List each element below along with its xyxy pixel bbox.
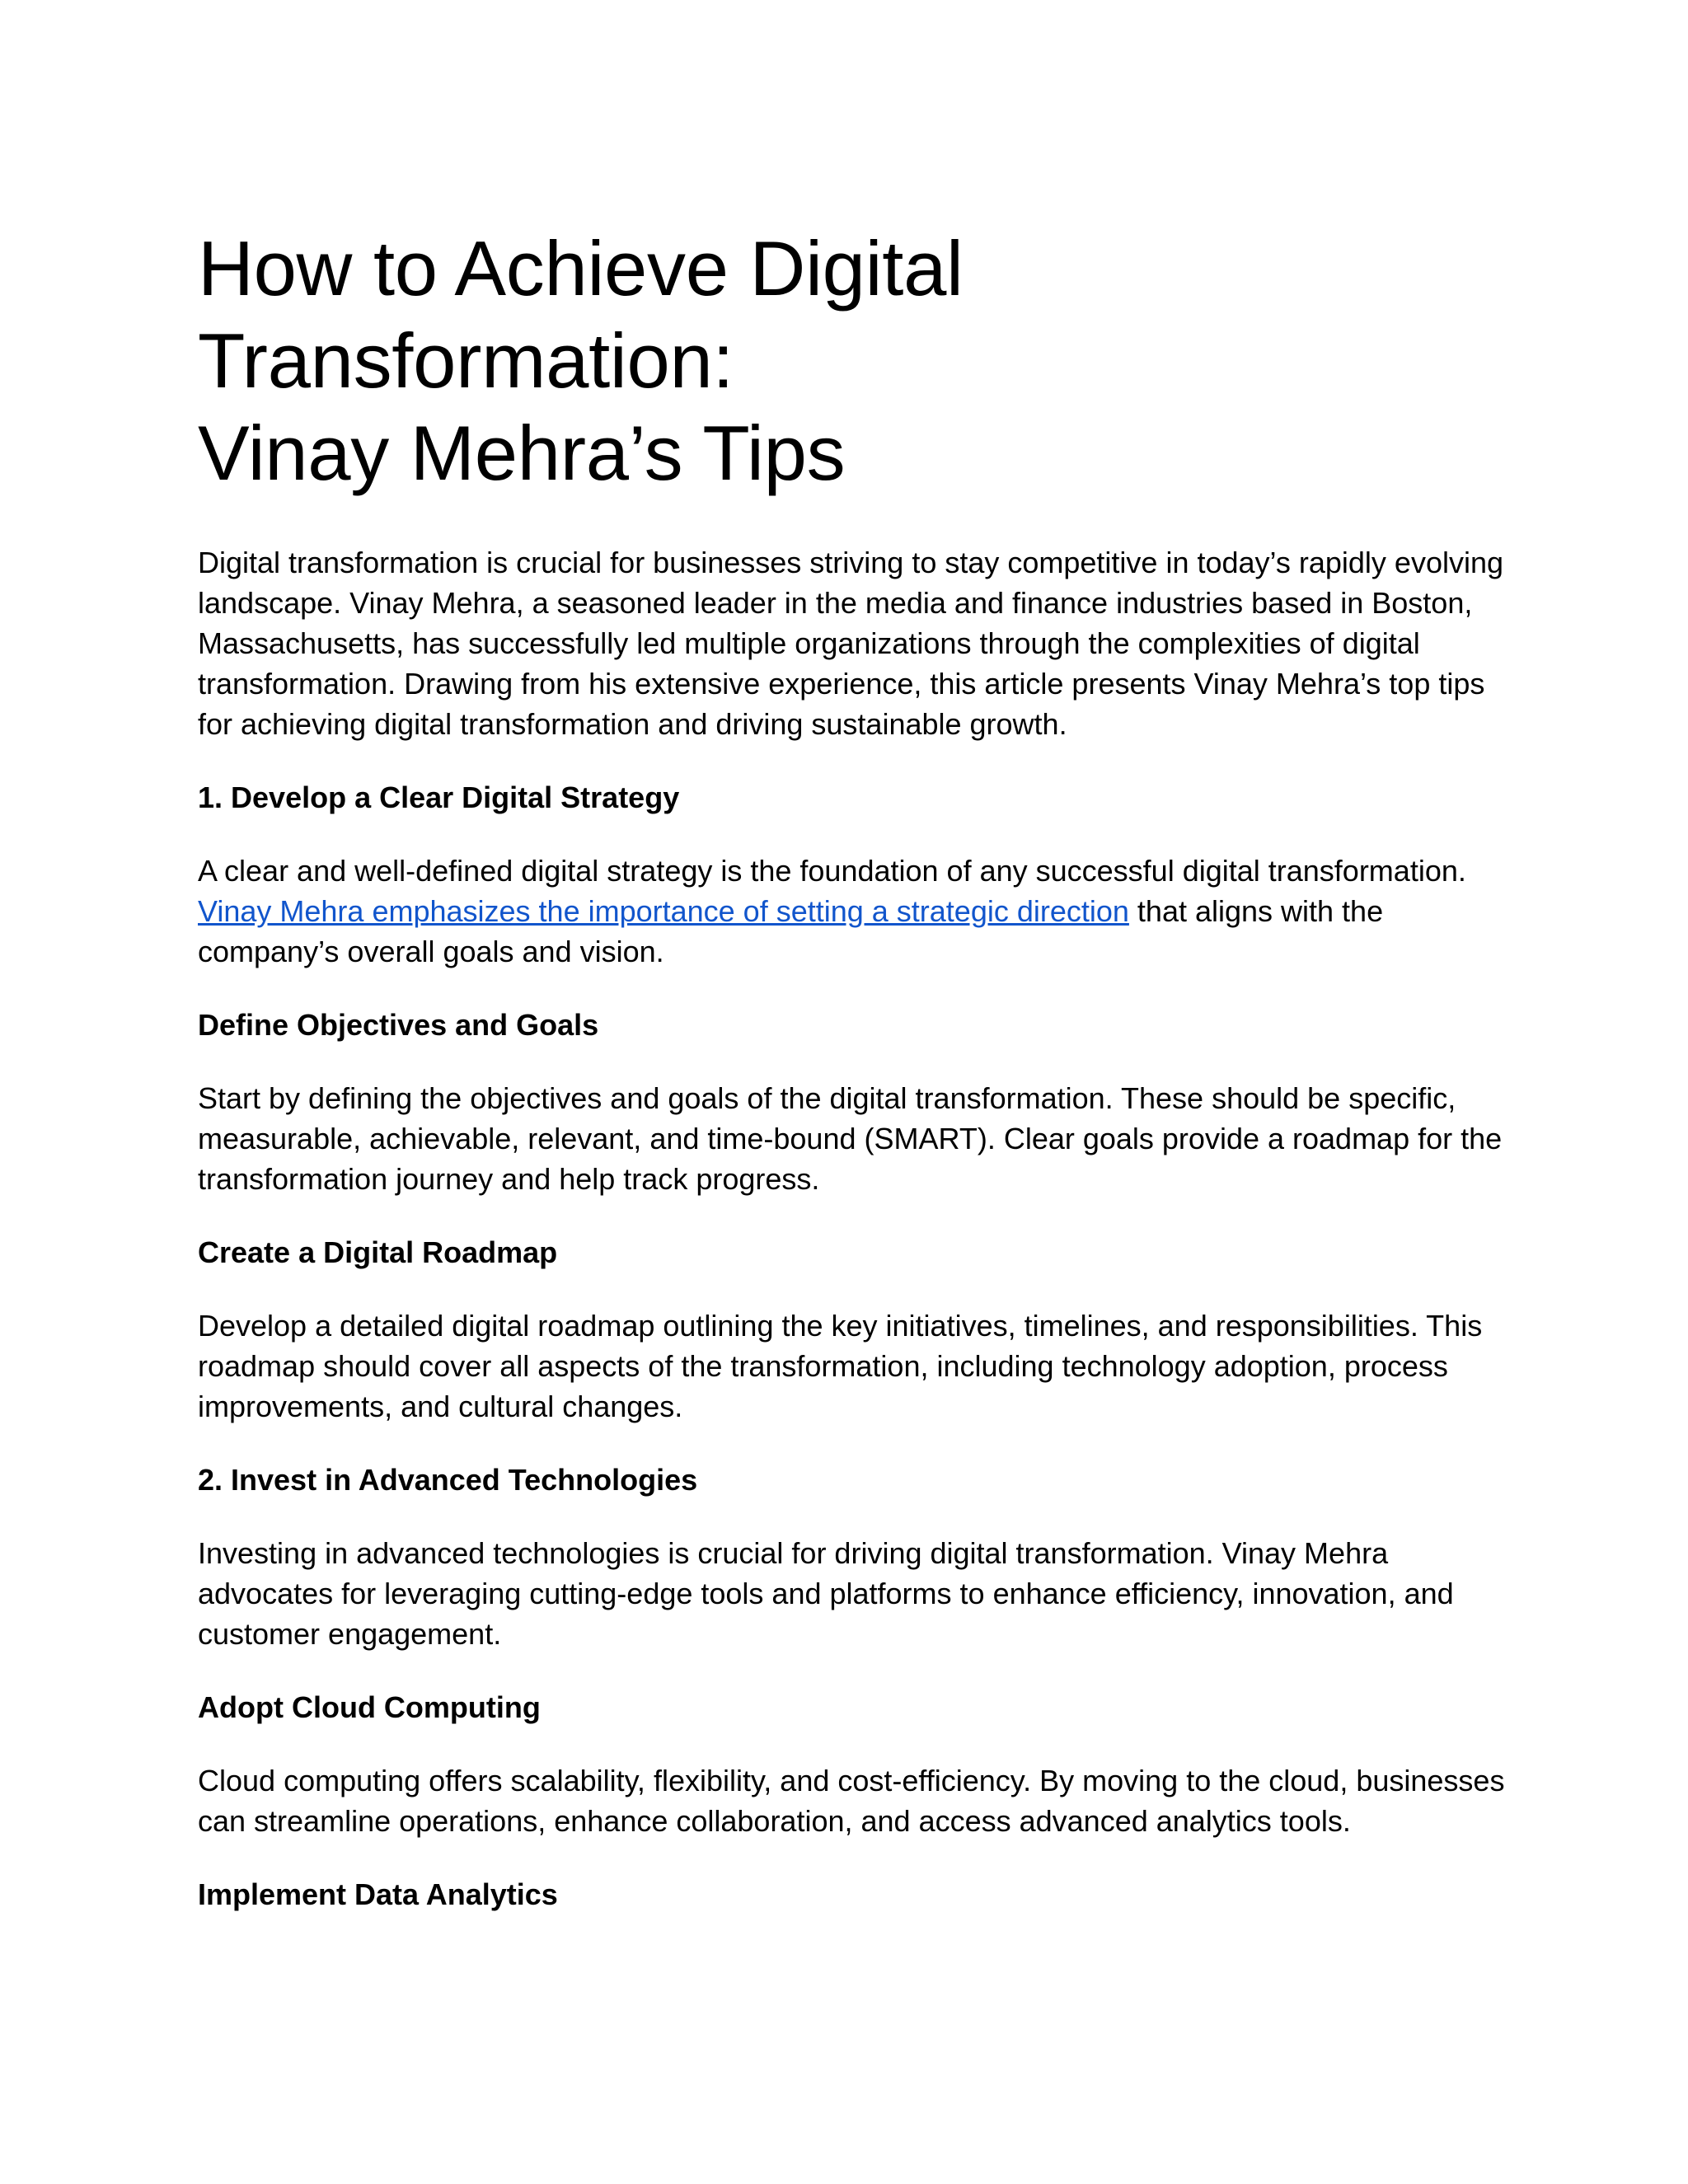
- section-2-paragraph: Investing in advanced technologies is crucial for driving digital transformation. Vinay Mehra advocates for leveraging cutting-edge tools and platforms to enhance efficiency, innovation, and customer engagement.: [198, 1536, 1454, 1651]
- cloud-computing-heading: Adopt Cloud Computing: [198, 1690, 541, 1724]
- section-1-paragraph: [198, 851, 1508, 972]
- section-1-text-after-link: that aligns with the company’s overall goals and vision.: [198, 894, 1384, 968]
- data-analytics-heading: Implement Data Analytics: [198, 1877, 558, 1911]
- strategic-direction-link[interactable]: Vinay Mehra emphasizes the importance of setting a strategic direction: [198, 894, 1129, 928]
- document-content: [198, 223, 1508, 1947]
- digital-roadmap-paragraph: Develop a detailed digital roadmap outlining the key initiatives, timelines, and responsibilities. This roadmap should cover all aspects of the transformation, including technology adoption, process improvements, and cultural changes.: [198, 1309, 1483, 1423]
- title-line-1: How to Achieve Digital Transformation:: [198, 225, 964, 404]
- digital-roadmap-heading: Create a Digital Roadmap: [198, 1235, 558, 1269]
- cloud-computing-paragraph: Cloud computing offers scalability, flexibility, and cost-efficiency. By moving to the cloud, businesses can streamline operations, enhance collaboration, and access advanced analytics tools.: [198, 1764, 1505, 1838]
- intro-paragraph: Digital transformation is crucial for businesses striving to stay competitive in today’s rapidly evolving landscape. Vinay Mehra, a seasoned leader in the media and finance industries based in Boston, Massachusetts, has successfully led multiple organizations through the complexities of digital transformation. Drawing from his extensive experience, this article presents Vinay Mehra’s top tips for achieving digital transformation and driving sustainable growth.: [198, 546, 1504, 741]
- define-objectives-heading: Define Objectives and Goals: [198, 1008, 599, 1042]
- section-2-heading: 2. Invest in Advanced Technologies: [198, 1463, 698, 1497]
- title-line-2: Vinay Mehra’s Tips: [198, 410, 846, 496]
- section-1-text-before-link: A clear and well-defined digital strategy is the foundation of any successful digital transformation.: [198, 854, 1466, 888]
- define-objectives-paragraph: Start by defining the objectives and goals of the digital transformation. These should be specific, measurable, achievable, relevant, and time-bound (SMART). Clear goals provide a roadmap for the transformation journey and help track progress.: [198, 1081, 1503, 1196]
- page-title: [198, 223, 1508, 499]
- section-1-heading: 1. Develop a Clear Digital Strategy: [198, 780, 680, 814]
